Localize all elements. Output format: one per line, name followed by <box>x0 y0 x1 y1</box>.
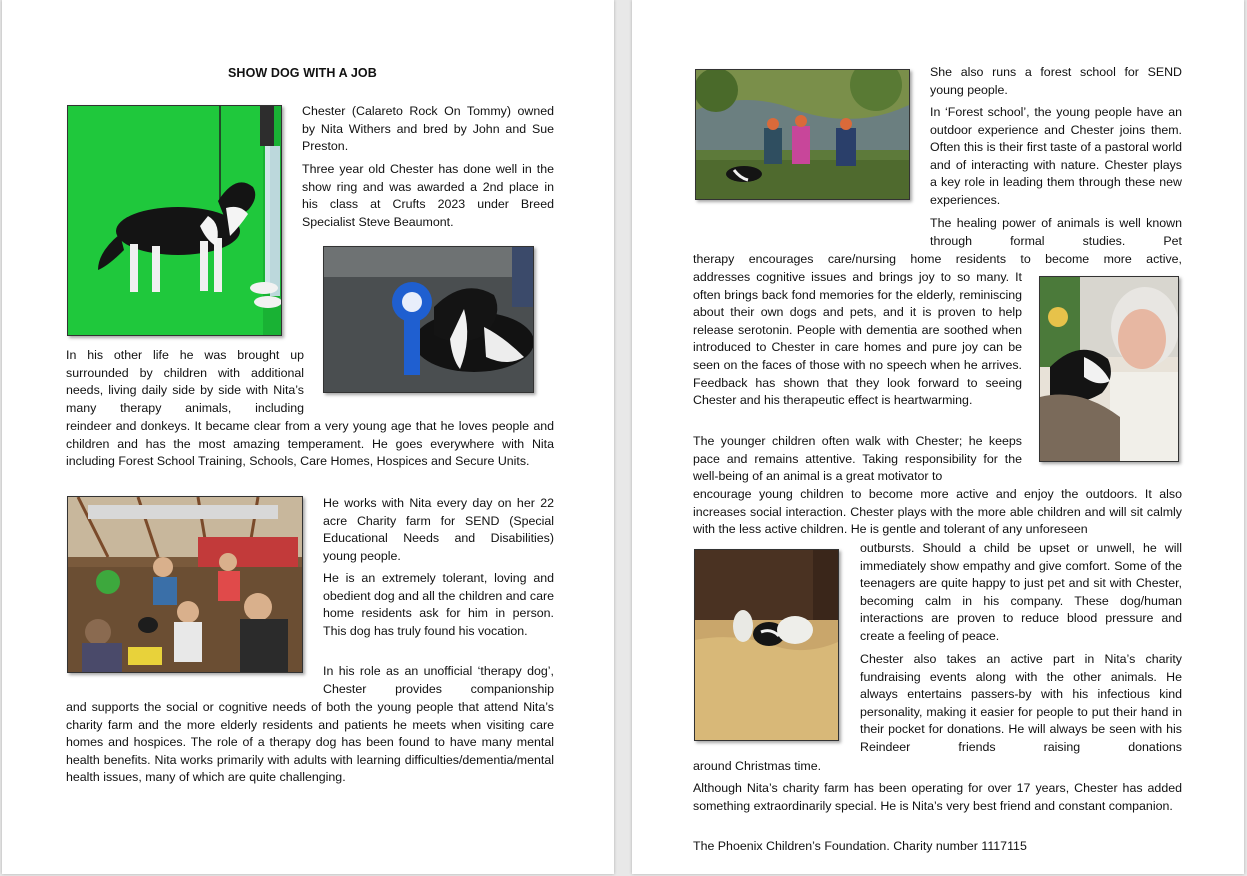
paragraph-charity-farm: He works with Nita every day on her 22 acre Charity farm for SEND (Special Educational Needs and Disabilities) young people. <box>323 496 554 563</box>
paragraph-best-friend: Although Nita’s charity farm has been operating for over 17 years, Chester has added something extraordinarily special. He is Nita’s very best friend and constant companion. <box>693 781 1182 813</box>
photo-chester-rosette <box>323 246 534 393</box>
paragraph-healing-b: therapy encourages care/nursing home residents to become more active, <box>693 252 1182 266</box>
paragraph-crufts: Three year old Chester has done well in the show ring and was awarded a 2nd place in his class at Crufts 2023 under Breed Specialist Steve Beaumont. <box>302 162 554 229</box>
article-title: SHOW DOG WITH A JOB <box>228 66 377 80</box>
paragraph-other-life-a: In his other life he was brought up surrounded by children with additional needs, living daily side by side with Nita’s many therapy animals, including <box>66 348 304 415</box>
photo-children-group <box>67 496 303 673</box>
paragraph-tolerant: He is an extremely tolerant, loving and obedient dog and all the children and care home residents ask for him in person. This dog has truly found his vocation. <box>323 571 554 638</box>
page-right <box>632 0 1244 874</box>
paragraph-forest-school-detail: In ‘Forest school’, the young people have an outdoor experience and Chester joins them. Often this is their first taste of a pastoral world and of interacting with nature. Chester plays a key role in leading them through these new experiences. <box>930 105 1182 207</box>
paragraph-younger-children-a: The younger children often walk with Chester; he keeps pace and remains attentive. Taking responsibility for the well-being of an animal is a great motivator to <box>693 434 1022 484</box>
paragraph-intro: Chester (Calareto Rock On Tommy) owned by Nita Withers and bred by John and Sue Preston. <box>302 104 554 154</box>
photo-care-home-resident <box>1039 276 1179 462</box>
paragraph-therapy-role-b: and supports the social or cognitive needs of both the young people that attend Nita’s charity farm and the more elderly residents and patients he meets when visiting care homes and hospices. The role of a therapy dog has been found to have many mental health benefits. Nita works primarily with adults with learning difficulties/dementia/mental health issues, many of which are quite challenging. <box>66 700 554 785</box>
photo-chester-show-stance <box>67 105 282 336</box>
paragraph-healing-c: addresses cognitive issues and brings joy to so many. It often brings back fond memories for the elderly, reminiscing about their own dogs and pets, and it is proven to help release serotonin. People with dementia are soothed when introduced to Chester in care homes and pure joy can be seen on the faces of those with no speech when he arrives. Feedback has shown that they look forward to seeing Chester and his therapeutic effect is heartwarming. <box>693 270 1022 408</box>
paragraph-forest-school: She also runs a forest school for SEND young people. <box>930 65 1182 97</box>
paragraph-charity-footer: The Phoenix Children’s Foundation. Charity number 1117115 <box>693 839 1027 853</box>
paragraph-fundraising-a: Chester also takes an active part in Nita’s charity fundraising events along with the other animals. He always entertains passers-by with his infectious kind personality, making it easier for people to put their hand in their pocket for donations. He will always be seen with his Reindeer friends raising donations <box>860 652 1182 754</box>
paragraph-fundraising-b: around Christmas time. <box>693 759 822 773</box>
paragraph-therapy-role-a: In his role as an unofficial ‘therapy dog’, Chester provides companionship <box>323 664 554 696</box>
photo-forest-school <box>695 69 910 200</box>
paragraph-younger-children-b: encourage young children to become more active and enjoy the outdoors. It also increases social interaction. Chester plays with the more able children and will sit calmly with the less active children. He is gentle and tolerant of any unforeseen <box>693 487 1182 537</box>
page-left <box>2 0 614 874</box>
paragraph-younger-children-c: outbursts. Should a child be upset or unwell, he will immediately show empathy and give comfort. Some of the teenagers are quite happy to just pet and sit with Chester, becoming calm in his company. These dog/human interactions are proven to reduce blood pressure and create a feeling of peace. <box>860 541 1182 643</box>
paragraph-healing-a: The healing power of animals is well known through formal studies. Pet <box>930 216 1182 248</box>
paragraph-other-life-b: reindeer and donkeys. It became clear from a very young age that he loves people and children and has the most amazing temperament. He goes everywhere with Nita including Forest School Training, Schools, Care Homes, Hospices and Secure Units. <box>66 419 554 469</box>
photo-chester-with-lamb <box>694 549 839 741</box>
